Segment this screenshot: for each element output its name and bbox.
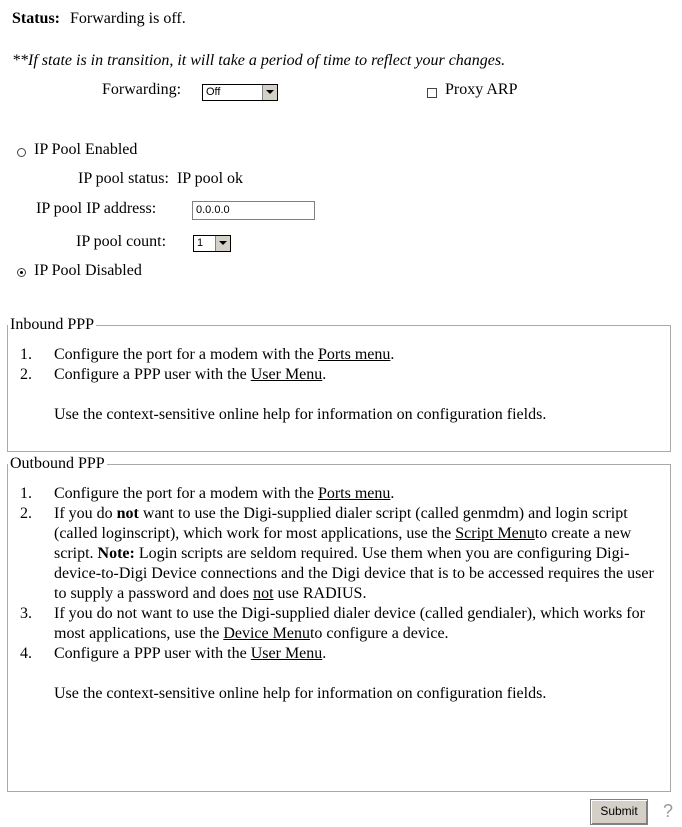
inbound-item1-end: . (390, 346, 395, 363)
ports-menu-link[interactable]: Ports menu (317, 346, 391, 363)
status-note: **If state is in transition, it will take a period of time to reflect your changes. (12, 52, 506, 69)
outbound-item2-text-a: If you do (54, 505, 117, 522)
inbound-ppp-legend: Inbound PPP (10, 316, 95, 333)
ports-menu-link[interactable]: Ports menu (317, 485, 391, 502)
forwarding-label: Forwarding: (102, 81, 182, 98)
outbound-item2-note: Note: (97, 545, 135, 562)
script-menu-link[interactable]: Script Menu (455, 525, 535, 542)
inbound-item2-text: Configure a PPP user with the (54, 366, 251, 383)
device-menu-link[interactable]: Device Menu (223, 625, 310, 642)
ip-pool-enabled-radio[interactable] (17, 148, 26, 157)
ip-pool-disabled-label: IP Pool Disabled (34, 262, 142, 279)
outbound-item2-not: not (253, 585, 274, 602)
inbound-help-text: Use the context-sensitive online help for information on configuration fields. (54, 406, 547, 423)
user-menu-link[interactable]: User Menu (250, 366, 323, 383)
ip-pool-address-label: IP pool IP address: (36, 200, 157, 217)
outbound-item2-text-e: use RADIUS. (273, 585, 367, 602)
ip-pool-enabled-label: IP Pool Enabled (34, 141, 138, 158)
outbound-item4-end: . (322, 645, 327, 662)
list-item: 2. Configure a PPP user with the User Menu. (20, 366, 327, 383)
forwarding-select[interactable] (202, 84, 278, 101)
ip-pool-count-label: IP pool count: (76, 233, 167, 250)
list-item: 3. If you do not want to use the Digi-supplied dialer device (called gendialer), which works for most applications, use the Device Menuto configure a device. (20, 605, 645, 642)
outbound-item2-text-d: Login scripts are seldom required. Use them when you are configuring Digi-device-to-Digi Device connections and the Digi device that is to be accessed requires the user to supply a password and does (54, 545, 654, 602)
ip-pool-status-value: IP pool ok (176, 170, 244, 187)
inbound-item1-text: Configure the port for a modem with the (54, 346, 318, 363)
outbound-item2-text-c: to create a new script. (54, 525, 632, 562)
outbound-item2-text-b: want to use the Digi-supplied dialer script (called genmdm) and login script (called loginscript), which work for most applications, use the (54, 505, 628, 542)
ip-pool-address-input[interactable]: 0.0.0.0 (192, 201, 315, 220)
list-item: 1. Configure the port for a modem with the Ports menu. (20, 346, 395, 363)
inbound-item2-end: . (322, 366, 327, 383)
ip-pool-count-select[interactable] (193, 235, 231, 252)
outbound-item4-text: Configure a PPP user with the (54, 645, 251, 662)
outbound-item1-text: Configure the port for a modem with the (54, 485, 318, 502)
dropdown-arrow-icon[interactable] (215, 236, 230, 251)
status-label: Status: (12, 10, 61, 27)
outbound-item2-bold: not (116, 505, 139, 522)
status-line (12, 10, 186, 28)
user-menu-link[interactable]: User Menu (250, 645, 323, 662)
outbound-item1-end: . (390, 485, 395, 502)
proxy-arp-checkbox[interactable] (427, 88, 437, 98)
dropdown-arrow-icon[interactable] (262, 85, 277, 100)
ip-pool-status-label: IP pool status: (78, 170, 169, 187)
list-item: 2. If you do not want to use the Digi-supplied dialer script (called genmdm) and login script (called loginscript), which work for most applications, use the Script Menuto create a new script. Note: Login scripts are seldom required. Use them when you are configuring Digi-device-to-Digi Device connections and the Digi device that is to be accessed requires the user to supply a password and does not use RADIUS. (20, 505, 654, 602)
status-value: Forwarding is off. (70, 10, 186, 27)
list-item: 4. Configure a PPP user with the User Menu. (20, 645, 327, 662)
inbound-ppp-list (18, 345, 668, 425)
outbound-ppp-list (18, 484, 668, 704)
proxy-arp-label: Proxy ARP (445, 81, 518, 98)
outbound-item3-text: If you do not want to use the Digi-supplied dialer device (called gendialer), which works for most applications, use the (54, 605, 645, 642)
submit-button[interactable]: Submit (590, 799, 648, 825)
ip-pool-disabled-radio[interactable] (17, 268, 26, 277)
help-icon[interactable]: ? (663, 801, 674, 821)
ip-pool-count-value: 1 (197, 237, 204, 249)
outbound-help-text: Use the context-sensitive online help for information on configuration fields. (54, 685, 547, 702)
list-item: 1. Configure the port for a modem with the Ports menu. (20, 485, 395, 502)
ip-pool-status-line (78, 170, 243, 188)
outbound-ppp-legend: Outbound PPP (10, 455, 105, 472)
forwarding-value: Off (206, 86, 221, 98)
outbound-item3-end: to configure a device. (309, 625, 449, 642)
